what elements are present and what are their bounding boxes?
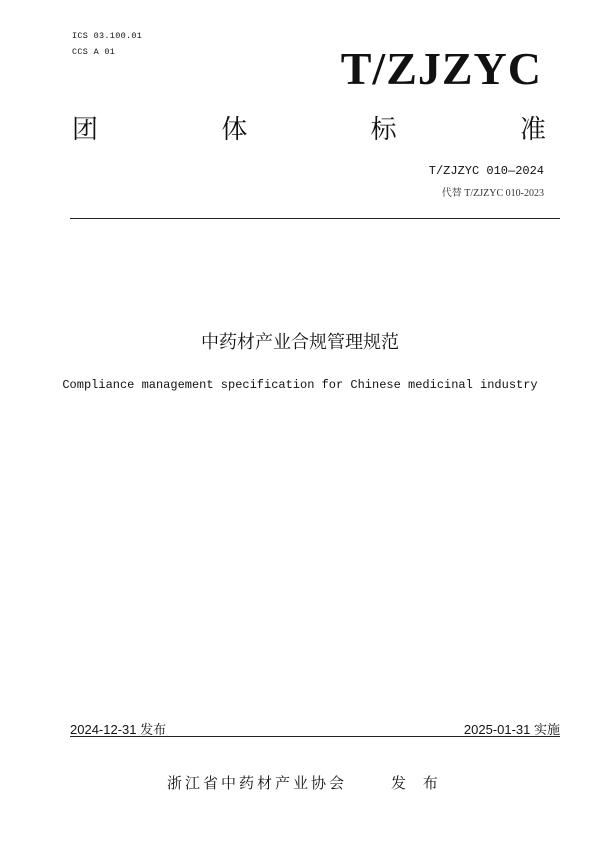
header-divider bbox=[70, 218, 560, 219]
document-title-english: Compliance management specification for Chinese medicinal industry bbox=[62, 378, 538, 392]
document-title-chinese: 中药材产业合规管理规范 bbox=[201, 332, 399, 353]
standard-type bbox=[72, 117, 546, 143]
issuer-name: 浙江省中药材产业协会 bbox=[167, 774, 348, 792]
issuer-row bbox=[167, 772, 444, 793]
ccs-code: CCS A 01 bbox=[72, 47, 116, 57]
implement-date: 2025-01-31 实施 bbox=[463, 722, 560, 737]
footer-divider bbox=[70, 736, 560, 737]
standard-type-char: 标 bbox=[370, 115, 397, 145]
standard-type-char: 团 bbox=[72, 115, 99, 145]
standard-type-char: 体 bbox=[221, 115, 248, 145]
ics-code: ICS 03.100.01 bbox=[72, 31, 143, 41]
standard-type-char: 准 bbox=[519, 115, 546, 145]
standard-number: T/ZJZYC 010—2024 bbox=[428, 164, 544, 178]
publish-label: 发 布 bbox=[391, 774, 444, 792]
publish-date: 2024-12-31 发布 bbox=[70, 722, 167, 737]
replaces-note: 代替 T/ZJZYC 010-2023 bbox=[441, 188, 544, 199]
standard-code: T/ZJZYC bbox=[340, 43, 542, 94]
